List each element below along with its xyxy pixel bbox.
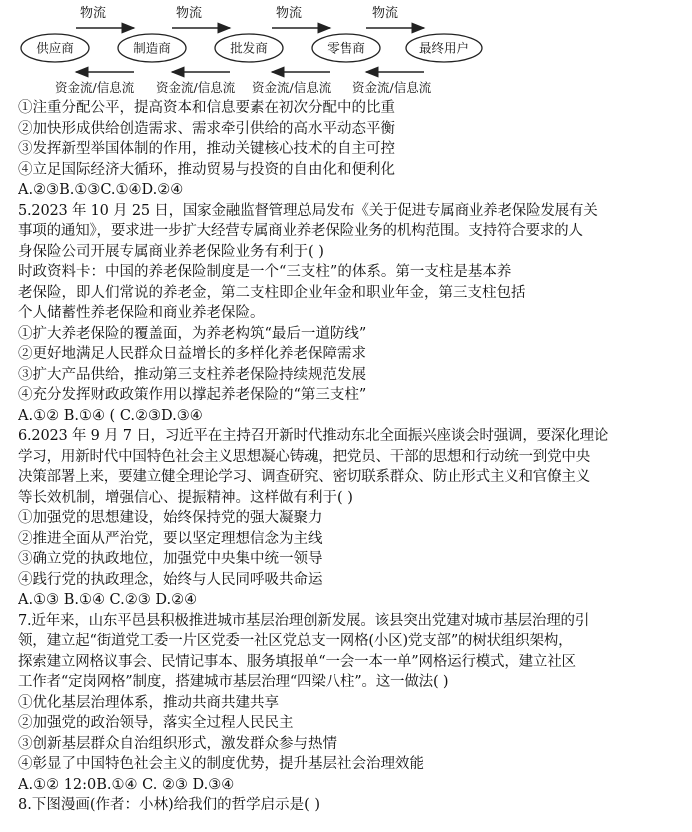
flow-label-top-3: 物流 bbox=[276, 6, 303, 21]
flow-label-top-2: 物流 bbox=[176, 6, 203, 21]
q5-option-2: ②更好地满足人民群众日益增长的多样化养老保障需求 bbox=[18, 346, 366, 362]
node-end-user-label: 最终用户 bbox=[418, 40, 470, 56]
q6-option-3: ③确立党的执政地位，加强党中央集中统一领导 bbox=[18, 551, 323, 567]
question-content bbox=[18, 98, 678, 816]
q5-stem-line-1: 5.2023 年 10 月 25 日，国家金融监督管理总局发布《关于促进专属商业养老保险发展有关 bbox=[18, 202, 598, 219]
q4-option-4: ④立足国际经济大循环，推动贸易与投资的自由化和便利化 bbox=[18, 161, 395, 178]
q6-stem-line-2: 学习，用新时代中国特色社会主义思想凝心铸魂，把党员、干部的思想和行动统一到党中央 bbox=[18, 448, 590, 465]
q4-option-2: ②加快形成供给创造需求、需求牵引供给的高水平动态平衡 bbox=[18, 120, 395, 137]
q7-stem-line-2: 领，建立起“街道党工委一片区党委一社区党总支一网格(小区)党支部”的树状组织架构， bbox=[18, 633, 573, 649]
node-wholesaler-label: 批发商 bbox=[230, 40, 268, 56]
q6-option-1: ①加强党的思想建设，始终保持党的强大凝聚力 bbox=[18, 510, 323, 526]
q5-stem-line-2: 事项的通知》，要求进一步扩大经营专属商业养老保险业务的机构范围。支持符合要求的人 bbox=[18, 223, 583, 239]
q4-option-1: ①注重分配公平，提高资本和信息要素在初次分配中的比重 bbox=[18, 100, 395, 116]
flow-label-top-4: 物流 bbox=[372, 6, 399, 21]
q7-option-1: ①优化基层治理体系，推动共商共建共享 bbox=[18, 694, 279, 711]
q7-stem-line-1: 7.近年来，山东平邑县积极推进城市基层治理创新发展。该县突出党建对城市基层治理的引 bbox=[18, 612, 590, 629]
node-supplier-label: 供应商 bbox=[36, 40, 74, 56]
q5-stem-line-3: 身保险公司开展专属商业养老保险业务有利于( ) bbox=[18, 243, 324, 260]
node-retailer-label: 零售商 bbox=[327, 40, 365, 56]
q7-stem-line-4: 工作者“定岗网格”制度，搭建城市基层治理“四梁八柱”。这一做法( ) bbox=[18, 674, 449, 690]
q6-stem-line-3: 决策部署上来，要建立健全理论学习、调查研究、密切联系群众、防止形式主义和官僚主义 bbox=[18, 469, 590, 485]
flow-label-bottom-4: 资金流/信息流 bbox=[352, 80, 432, 95]
supply-chain-diagram bbox=[0, 0, 692, 96]
q7-option-4: ④彰显了中国特色社会主义的制度优势，提升基层社会治理效能 bbox=[18, 756, 424, 772]
q5-answer-choices: A.①② B.①④ ( C.②③D.③④ bbox=[18, 407, 203, 424]
flow-label-bottom-1: 资金流/信息流 bbox=[55, 80, 135, 95]
q5-option-3: ③扩大产品供给，推动第三支柱养老保险持续规范发展 bbox=[18, 366, 366, 383]
node-manufacturer-label: 制造商 bbox=[133, 40, 171, 56]
q6-stem-line-4: 等长效机制，增强信心、提振精神。这样做有利于( ) bbox=[18, 489, 353, 506]
q7-option-3: ③创新基层群众自治组织形式，激发群众参与热情 bbox=[18, 735, 337, 752]
flow-label-top-1: 物流 bbox=[80, 6, 107, 21]
q5-card-line-1: 时政资料卡：中国的养老保险制度是一个“三支柱”的体系。第一支柱是基本养 bbox=[18, 264, 512, 280]
q5-card-line-2: 老保险，即人们常说的养老金，第二支柱即企业年金和职业年金，第三支柱包括 bbox=[18, 284, 526, 301]
q6-option-4: ④践行党的执政理念，始终与人民同呼吸共命运 bbox=[18, 571, 323, 588]
q5-option-1: ①扩大养老保险的覆盖面，为养老构筑“最后一道防线” bbox=[18, 325, 367, 342]
q4-option-3: ③发挥新型举国体制的作用，推动关键核心技术的自主可控 bbox=[18, 141, 395, 157]
q4-answer-choices: A.②③B.①③C.①④D.②④ bbox=[18, 182, 184, 198]
q7-answer-choices: A.①② 12:0B.①④ C. ②③ D.③④ bbox=[18, 776, 235, 793]
q7-option-2: ②加强党的政治领导，落实全过程人民民主 bbox=[18, 715, 294, 731]
q5-option-4: ④充分发挥财政政策作用以撑起养老保险的“第三支柱” bbox=[18, 387, 367, 403]
q6-option-2: ②推进全面从严治党，要以坚定理想信念为主线 bbox=[18, 530, 323, 547]
flow-label-bottom-2: 资金流/信息流 bbox=[156, 80, 236, 95]
q7-stem-line-3: 探索建立网格议事会、民情记事本、服务填报单“一会一本一单”网格运行模式，建立社区 bbox=[18, 653, 576, 670]
flow-label-bottom-3: 资金流/信息流 bbox=[252, 80, 332, 95]
q5-card-line-3: 个人储蓄性养老保险和商业养老保险。 bbox=[18, 305, 265, 321]
q8-stem: 8.下图漫画(作者：小林)给我们的哲学启示是( ) bbox=[18, 797, 321, 813]
q6-stem-line-1: 6.2023 年 9 月 7 日，习近平在主持召开新时代推动东北全面振兴座谈会时强调，要深化理论 bbox=[18, 428, 609, 444]
q6-answer-choices: A.①③ B.①④ C.②③ D.②④ bbox=[18, 592, 198, 608]
